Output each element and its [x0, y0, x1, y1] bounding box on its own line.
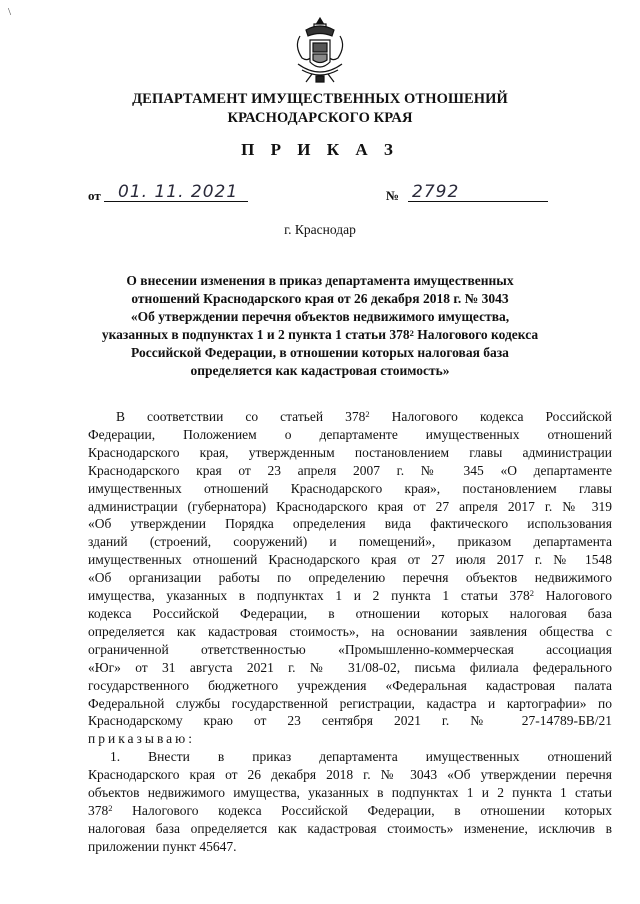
body-text: имущества, указанных в подпунктах 1 и 2 пункта 1 статьи 378 — [88, 588, 530, 604]
body-line: «Об организации работы по определению перечня объектов недвижимого — [88, 570, 612, 586]
body-line — [88, 587, 612, 605]
body-line: ограниченной ответственностью «Промышленно-коммерческая ассоциация — [88, 641, 612, 657]
superscript: 2 — [409, 328, 414, 338]
body-line: имущественных отношений Краснодарского края от 27 июля 2017 г. № 1548 — [88, 552, 612, 568]
body-text: Налогового кодекса Российской Федерации, в отношении которых — [112, 802, 612, 818]
number-field — [386, 184, 548, 206]
date-handwritten: 01. 11. 2021 — [118, 182, 239, 202]
body-text: В соответствии со статьей 378 — [116, 409, 366, 424]
superscript: 2 — [529, 588, 535, 599]
date-prefix: от — [88, 188, 101, 203]
order-keyword: приказываю: — [88, 731, 195, 747]
body-line: кодекса Российской Федерации, в отношении которых налоговая база — [88, 605, 612, 621]
subject-line: отношений Краснодарского края от 26 декабря 2018 г. № 3043 — [131, 291, 509, 306]
body-line: Федерации, Положением о департаменте имущественных отношений — [88, 426, 612, 442]
body-line: администрации (губернатора) Краснодарского края от 27 апреля 2017 г. № 319 — [88, 498, 612, 514]
date-field — [88, 184, 248, 206]
body-line: зданий (строений, сооружений) и помещений», приказом департамента — [88, 534, 612, 550]
department-line-2: КРАСНОДАРСКОГО КРАЯ — [227, 110, 413, 126]
body-line: Федеральной службы государственной регистрации, кадастра и картографии» по — [88, 695, 612, 711]
order-body — [88, 408, 612, 856]
scan-mark: \ — [8, 6, 12, 18]
body-line: государственного бюджетного учреждения «Федеральная кадастровая палата — [88, 677, 612, 693]
coat-of-arms-icon — [292, 14, 348, 86]
clause-line: приложении пункт 45647. — [88, 838, 237, 854]
body-line: Краснодарского края, утвержденным постановлением главы администрации — [88, 444, 612, 460]
document-type-title: П Р И К А З — [241, 140, 399, 159]
subject-line: «Об утверждении перечня объектов недвижимого имущества, — [130, 309, 510, 324]
subject-text: указанных в подпунктах 1 и 2 пункта 1 статьи 378 — [101, 327, 410, 342]
body-text: 378 — [88, 802, 109, 818]
superscript: 2 — [365, 409, 370, 419]
department-name — [0, 90, 640, 128]
number-handwritten: 2792 — [412, 182, 460, 202]
clause-line: объектов недвижимого имущества, указанных в подпунктах 1 и 2 пункта 1 статьи — [88, 785, 612, 801]
subject-line: определяется как кадастровая стоимость» — [190, 363, 450, 378]
order-subject — [86, 272, 554, 380]
body-line: определяется как кадастровая стоимость», на основании заявления общества с — [88, 623, 612, 639]
subject-text: Налогового кодекса — [413, 327, 539, 342]
body-text: Налогового кодекса Российской — [369, 409, 612, 424]
clause-line: налоговая база определяется как кадастровая стоимость» изменение, исключив в — [88, 820, 612, 836]
body-line: «Юг» от 31 августа 2021 г. № 31/08-02, письма филиала федерального — [88, 659, 612, 675]
subject-line: Российской Федерации, в отношении которых налоговая база — [131, 345, 509, 360]
number-prefix: № — [386, 188, 400, 203]
clause-line: Краснодарского края от 26 декабря 2018 г. № 3043 «Об утверждении перечня — [88, 767, 612, 783]
body-line: «Об утверждении Порядка определения вида фактического использования — [88, 516, 612, 532]
body-line: Краснодарского края от 23 апреля 2007 г. № 345 «О департаменте — [88, 462, 612, 478]
city: г. Краснодар — [284, 222, 356, 237]
body-line: Краснодарскому краю от 23 сентября 2021 г. № 27-14789-БВ/21 — [88, 713, 612, 729]
clause-line: 1. Внести в приказ департамента имущественных отношений — [110, 749, 612, 765]
superscript: 2 — [108, 802, 113, 813]
body-line — [88, 408, 612, 426]
body-text: Налогового — [534, 588, 612, 604]
subject-line — [86, 326, 554, 344]
department-line-1: ДЕПАРТАМЕНТ ИМУЩЕСТВЕННЫХ ОТНОШЕНИЙ — [132, 91, 508, 107]
subject-line: О внесении изменения в приказ департамента имущественных — [126, 273, 514, 288]
body-line: имущественных отношений Краснодарского края», постановлением главы — [88, 480, 612, 496]
clause-line — [88, 802, 612, 820]
